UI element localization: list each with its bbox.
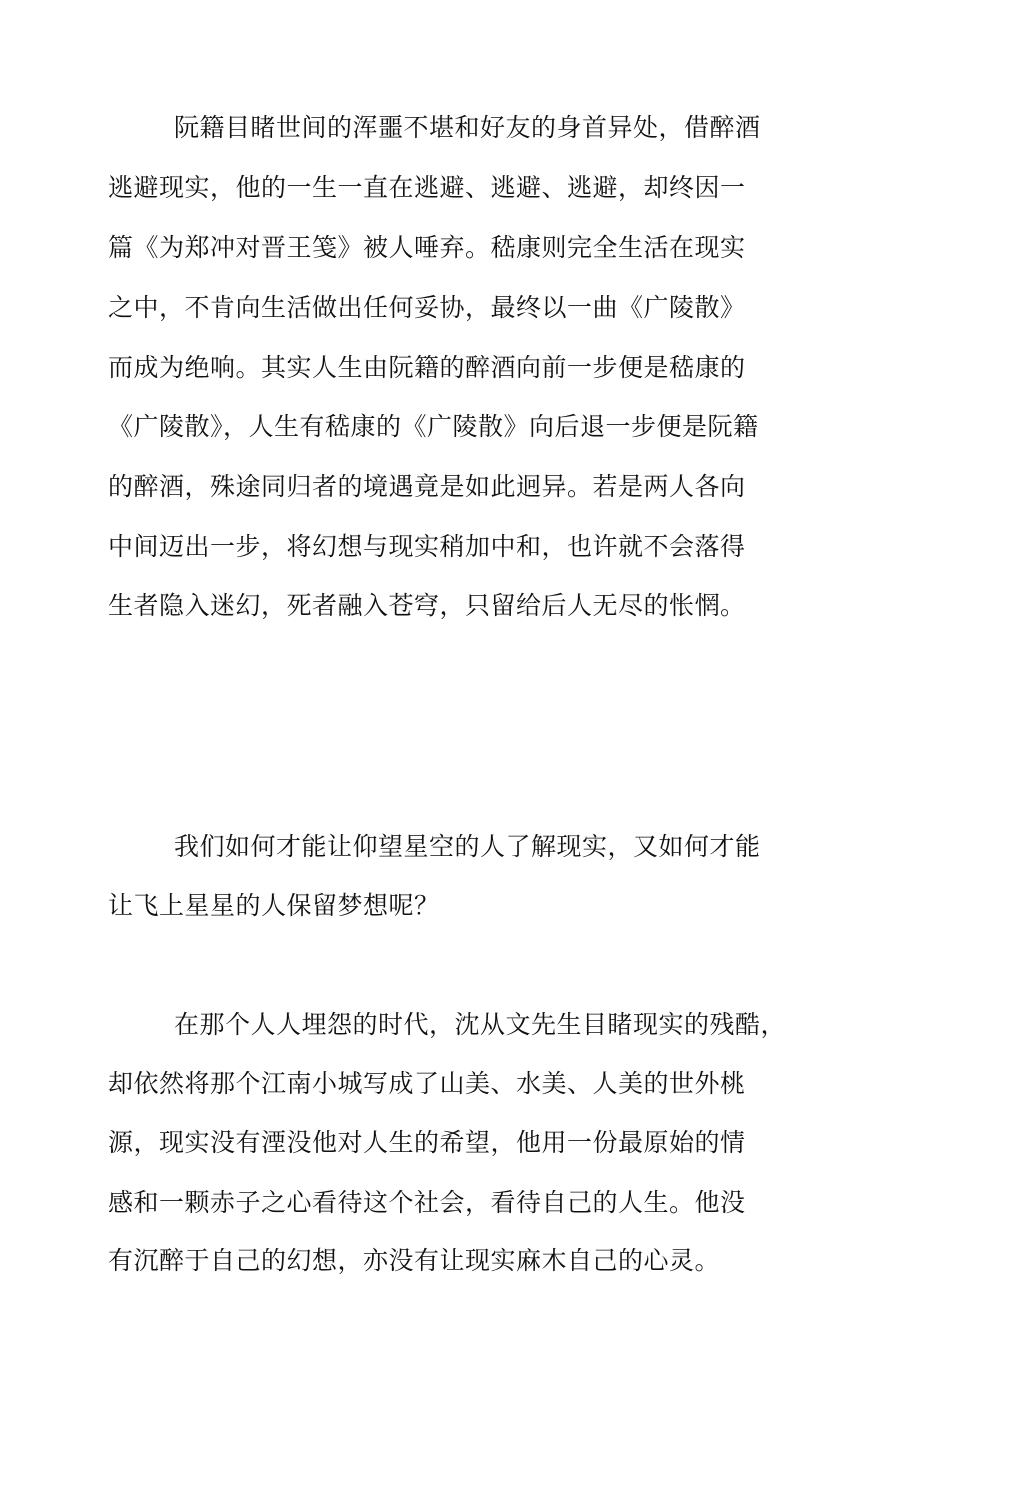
paragraph-line: 之中，不肯向生活做出任何妥协，最终以一曲《广陵散》 bbox=[108, 293, 746, 322]
paragraph-line: 有沉醉于自己的幻想，亦没有让现实麻木自己的心灵。 bbox=[108, 1246, 721, 1275]
paragraph-line: 中间迈出一步，将幻想与现实稍加中和，也许就不会落得 bbox=[108, 532, 746, 561]
paragraph-line: 我们如何才能让仰望星空的人了解现实，又如何才能 bbox=[174, 832, 761, 861]
paragraph-line: 却依然将那个江南小城写成了山美、水美、人美的世外桃 bbox=[108, 1069, 746, 1098]
paragraph-line: 让飞上星星的人保留梦想呢？ bbox=[108, 891, 440, 920]
paragraph-line: 生者隐入迷幻，死者融入苍穹，只留给后人无尽的怅惘。 bbox=[108, 591, 746, 620]
paragraph-line: 《广陵散》，人生有嵇康的《广陵散》向后退一步便是阮籍 bbox=[108, 412, 759, 441]
paragraph-line: 而成为绝响。其实人生由阮籍的醉酒向前一步便是嵇康的 bbox=[108, 353, 746, 382]
paragraph-line: 篇《为郑冲对晋王笺》被人唾弃。嵇康则完全生活在现实 bbox=[108, 233, 746, 262]
paragraph-line: 感和一颗赤子之心看待这个社会，看待自己的人生。他没 bbox=[108, 1188, 746, 1217]
paragraph-line: 的醉酒，殊途同归者的境遇竟是如此迥异。若是两人各向 bbox=[108, 472, 746, 501]
paragraph-line: 在那个人人埋怨的时代，沈从文先生目睹现实的残酷， bbox=[174, 1010, 787, 1039]
paragraph-line: 逃避现实，他的一生一直在逃避、逃避、逃避，却终因一 bbox=[108, 173, 746, 202]
paragraph-line: 阮籍目睹世间的浑噩不堪和好友的身首异处，借醉酒 bbox=[174, 113, 761, 142]
paragraph-line: 源，现实没有湮没他对人生的希望，他用一份最原始的情 bbox=[108, 1128, 746, 1157]
